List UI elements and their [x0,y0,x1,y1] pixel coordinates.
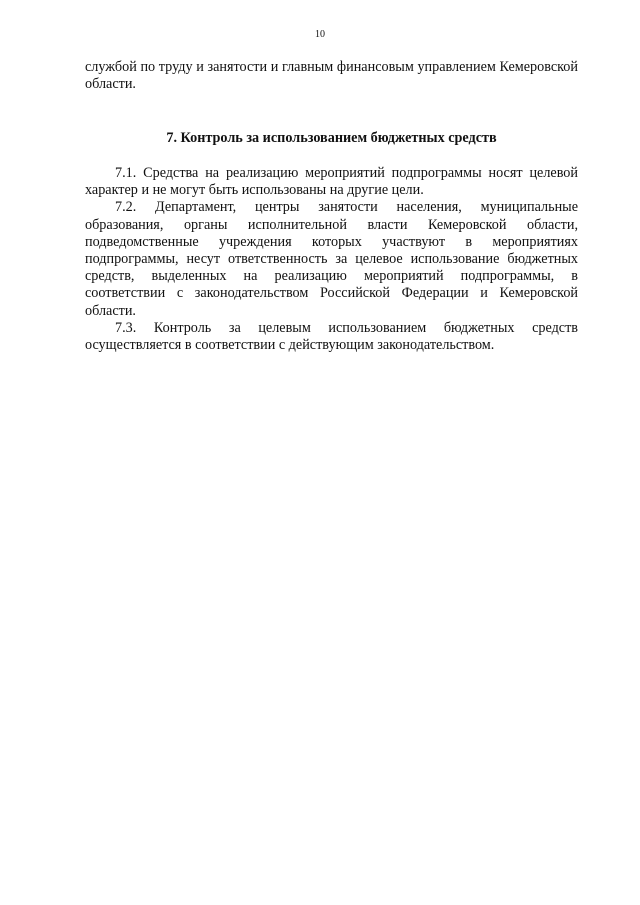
page-number: 10 [315,29,325,40]
intro-paragraph: службой по труду и занятости и главным финансовым управлением Кемеровской области. [85,59,578,93]
paragraph-7-1: 7.1. Средства на реализацию мероприятий подпрограммы носят целевой характер и не могут быть использованы на другие цели. [85,165,578,199]
paragraph-7-2: 7.2. Департамент, центры занятости населения, муниципальные образования, органы исполнительной власти Кемеровской области, подведомственные учреждения которых участвуют в мероприятиях подпрограммы, несут ответственность за целевое использование бюджетных средств, выделенных на реализацию мероприятий подпрограммы, в соответствии с законодательством Российской Федерации и Кемеровской области. [85,199,578,319]
section-body [85,165,578,354]
paragraph-7-3: 7.3. Контроль за целевым использованием бюджетных средств осуществляется в соответствии с действующим законодательством. [85,319,578,354]
section-heading: 7. Контроль за использованием бюджетных средств [166,130,497,146]
